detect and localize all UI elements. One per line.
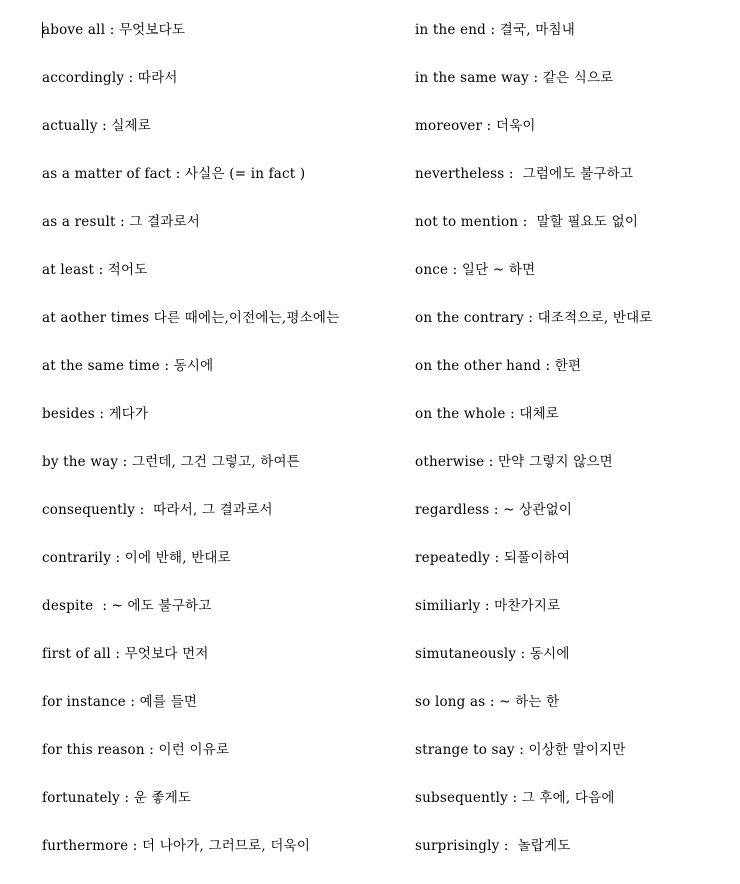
list-item: actually : 실제로 [42,118,152,134]
list-item: at least : 적어도 [42,262,148,278]
list-item: simutaneously : 동시에 [415,646,570,662]
list-item: for instance : 예를 들면 [42,694,198,710]
list-item: besides : 게다가 [42,406,149,422]
list-item: at the same time : 동시에 [42,358,214,374]
list-item: on the contrary : 대조적으로, 반대로 [415,310,653,326]
list-item: regardless : ~ 상관없이 [415,502,573,518]
left-column [42,20,402,884]
list-item: surprisingly : 놀랍게도 [415,838,571,854]
list-item: in the end : 결국, 마침내 [415,22,575,38]
list-item: as a result : 그 결과로서 [42,214,201,230]
list-item: strange to say : 이상한 말이지만 [415,742,626,758]
list-item: for this reason : 이런 이유로 [42,742,230,758]
list-item: as a matter of fact : 사실은 (= in fact ) [42,166,306,182]
list-item: otherwise : 만약 그렇지 않으면 [415,454,613,470]
list-item: nevertheless : 그럼에도 불구하고 [415,166,634,182]
list-item: on the whole : 대체로 [415,406,560,422]
list-item: once : 일단 ~ 하면 [415,262,536,278]
list-item: similiarly : 마찬가지로 [415,598,561,614]
list-item: in the same way : 같은 식으로 [415,70,614,86]
list-item: moreover : 더욱이 [415,118,536,134]
list-item: fortunately : 운 좋게도 [42,790,192,806]
list-item: subsequently : 그 후에, 다음에 [415,790,615,806]
list-item: so long as : ~ 하는 한 [415,694,560,710]
list-item: consequently : 따라서, 그 결과로서 [42,502,273,518]
list-item: despite : ~ 에도 불구하고 [42,598,212,614]
list-item: accordingly : 따라서 [42,70,178,86]
list-item: furthermore : 더 나아가, 그러므로, 더욱이 [42,838,311,854]
list-item: contrarily : 이에 반해, 반대로 [42,550,231,566]
list-item: not to mention : 말할 필요도 없이 [415,214,639,230]
list-item: first of all : 무엇보다 먼저 [42,646,209,662]
list-item: on the other hand : 한편 [415,358,582,374]
list-item: repeatedly : 되풀이하여 [415,550,571,566]
list-item: above all : 무엇보다도 [42,22,186,38]
right-column [415,20,735,884]
list-item: by the way : 그런데, 그건 그렇고, 하여튼 [42,454,301,470]
list-item: at aother times 다른 때에는,이전에는,평소에는 [42,310,340,326]
